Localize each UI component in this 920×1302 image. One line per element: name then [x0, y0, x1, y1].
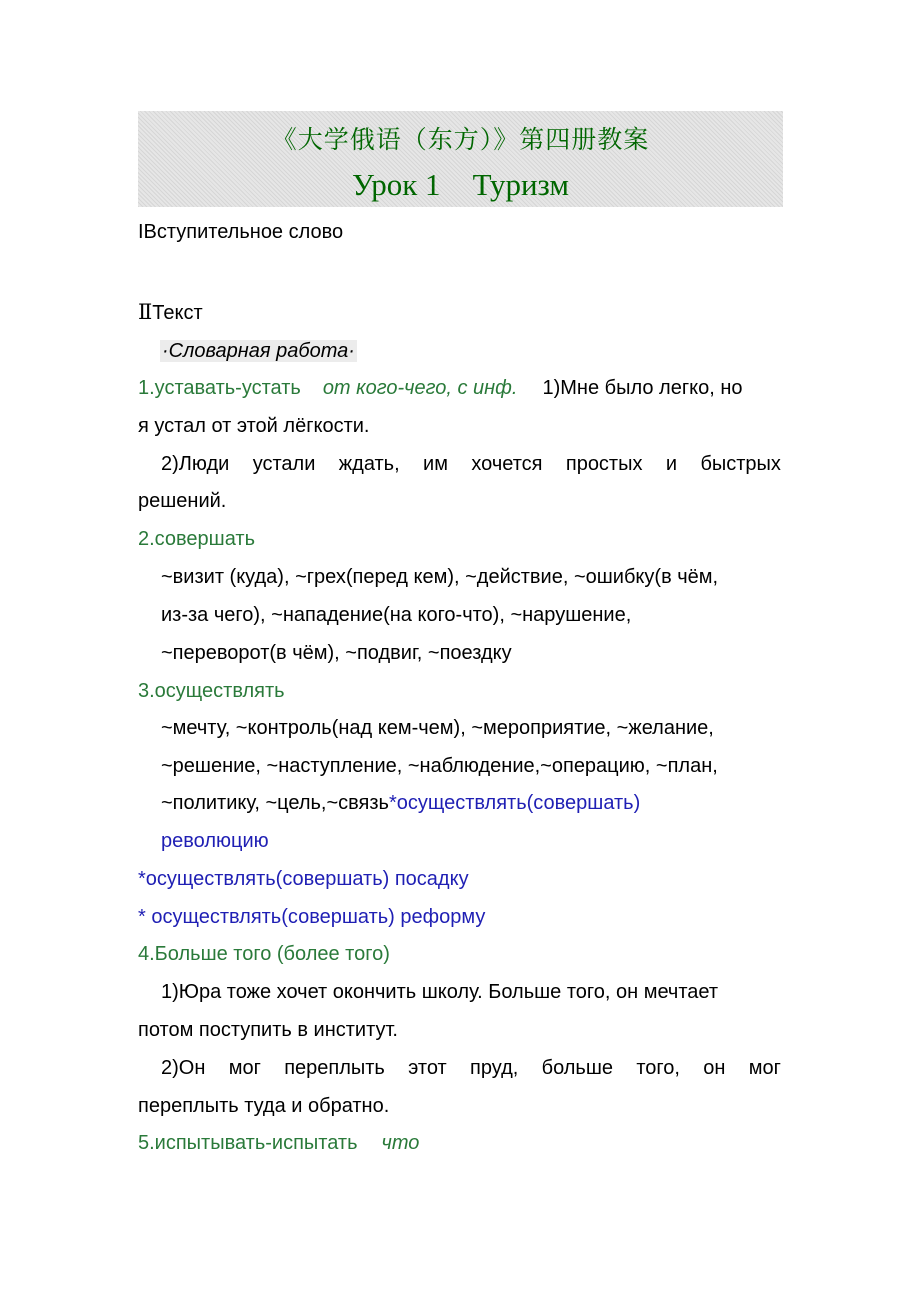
example-word: того,	[636, 1057, 680, 1079]
example-word: мог	[748, 1057, 781, 1079]
vocab-term: 3.осуществлять	[138, 680, 285, 702]
example-word: ждать,	[338, 453, 400, 475]
example-text: переплыть туда и обратно.	[138, 1095, 390, 1117]
example-word: мог	[228, 1057, 261, 1079]
section-text-heading	[138, 300, 203, 325]
example-word: простых	[565, 453, 643, 475]
example-word: хочется	[471, 453, 543, 475]
example-word: больше	[541, 1057, 614, 1079]
example-text: 1)Юра тоже хочет окончить школу. Больше того, он мечтает	[161, 981, 719, 1003]
example-text: потом поступить в институт.	[138, 1019, 398, 1041]
collocation-line: ~визит (куда), ~грех(перед кем), ~действие, ~ошибку(в чём,	[161, 566, 719, 588]
example-word: переплыть	[284, 1057, 385, 1079]
example-word: 2)Люди	[161, 453, 230, 475]
example-text: решений.	[138, 490, 227, 512]
vocab-item-1	[138, 376, 743, 400]
highlighted-phrase: *осуществлять(совершать)	[388, 792, 641, 814]
vocab-term: 2.совершать	[138, 528, 255, 550]
example-word: устали	[252, 453, 316, 475]
example-word: быстрых	[700, 453, 781, 475]
vocab-government: от кого-чего, с инф.	[322, 377, 518, 399]
example-text: я устал от этой лёгкости.	[138, 415, 370, 437]
section-numeral: Ⅱ	[138, 300, 153, 324]
highlighted-phrase: * осуществлять(совершать) реформу	[138, 906, 486, 928]
vocab-term: 1.уставать-устать	[138, 377, 301, 399]
example-text: 1)Мне было легко, но	[542, 377, 743, 399]
title-block	[138, 111, 783, 207]
lesson-title	[138, 167, 783, 203]
example-justified-line	[161, 1056, 781, 1080]
collocation-line: ~мечту, ~контроль(над кем-чем), ~мероприятие, ~желание,	[161, 717, 714, 739]
vocab-header: ·Словарная работа·	[162, 340, 355, 362]
example-word: им	[423, 453, 448, 475]
collocation-line: ~решение, ~наступление, ~наблюдение,~операцию, ~план,	[161, 755, 718, 777]
vocab-term: 4.Больше того (более того)	[138, 943, 390, 965]
collocation-line: из-за чего), ~нападение(на кого-что), ~нарушение,	[161, 604, 632, 626]
vocab-term: 5.испытывать-испытать	[138, 1132, 358, 1154]
vocab-item-5	[138, 1131, 419, 1155]
lesson-number: Урок 1	[352, 167, 441, 202]
collocation-line: ~политику, ~цель,~связь*осуществлять(совершать)	[161, 792, 641, 814]
section-intro-heading: IВступительное слово	[138, 221, 344, 243]
highlighted-phrase: революцию	[161, 830, 269, 852]
example-word: и	[665, 453, 678, 475]
example-word: этот	[408, 1057, 447, 1079]
lesson-topic: Туризм	[472, 167, 569, 202]
section-label: Текст	[152, 302, 203, 324]
textbook-title: 《大学俄语（东方）》第四册教案	[271, 125, 650, 154]
example-word: пруд,	[470, 1057, 519, 1079]
vocab-government: что	[381, 1132, 420, 1154]
highlighted-phrase: *осуществлять(совершать) посадку	[138, 868, 469, 890]
example-word: 2)Он	[161, 1057, 206, 1079]
collocation-line: ~переворот(в чём), ~подвиг, ~поездку	[161, 642, 512, 664]
example-word: он	[703, 1057, 726, 1079]
example-justified-line	[161, 452, 781, 476]
